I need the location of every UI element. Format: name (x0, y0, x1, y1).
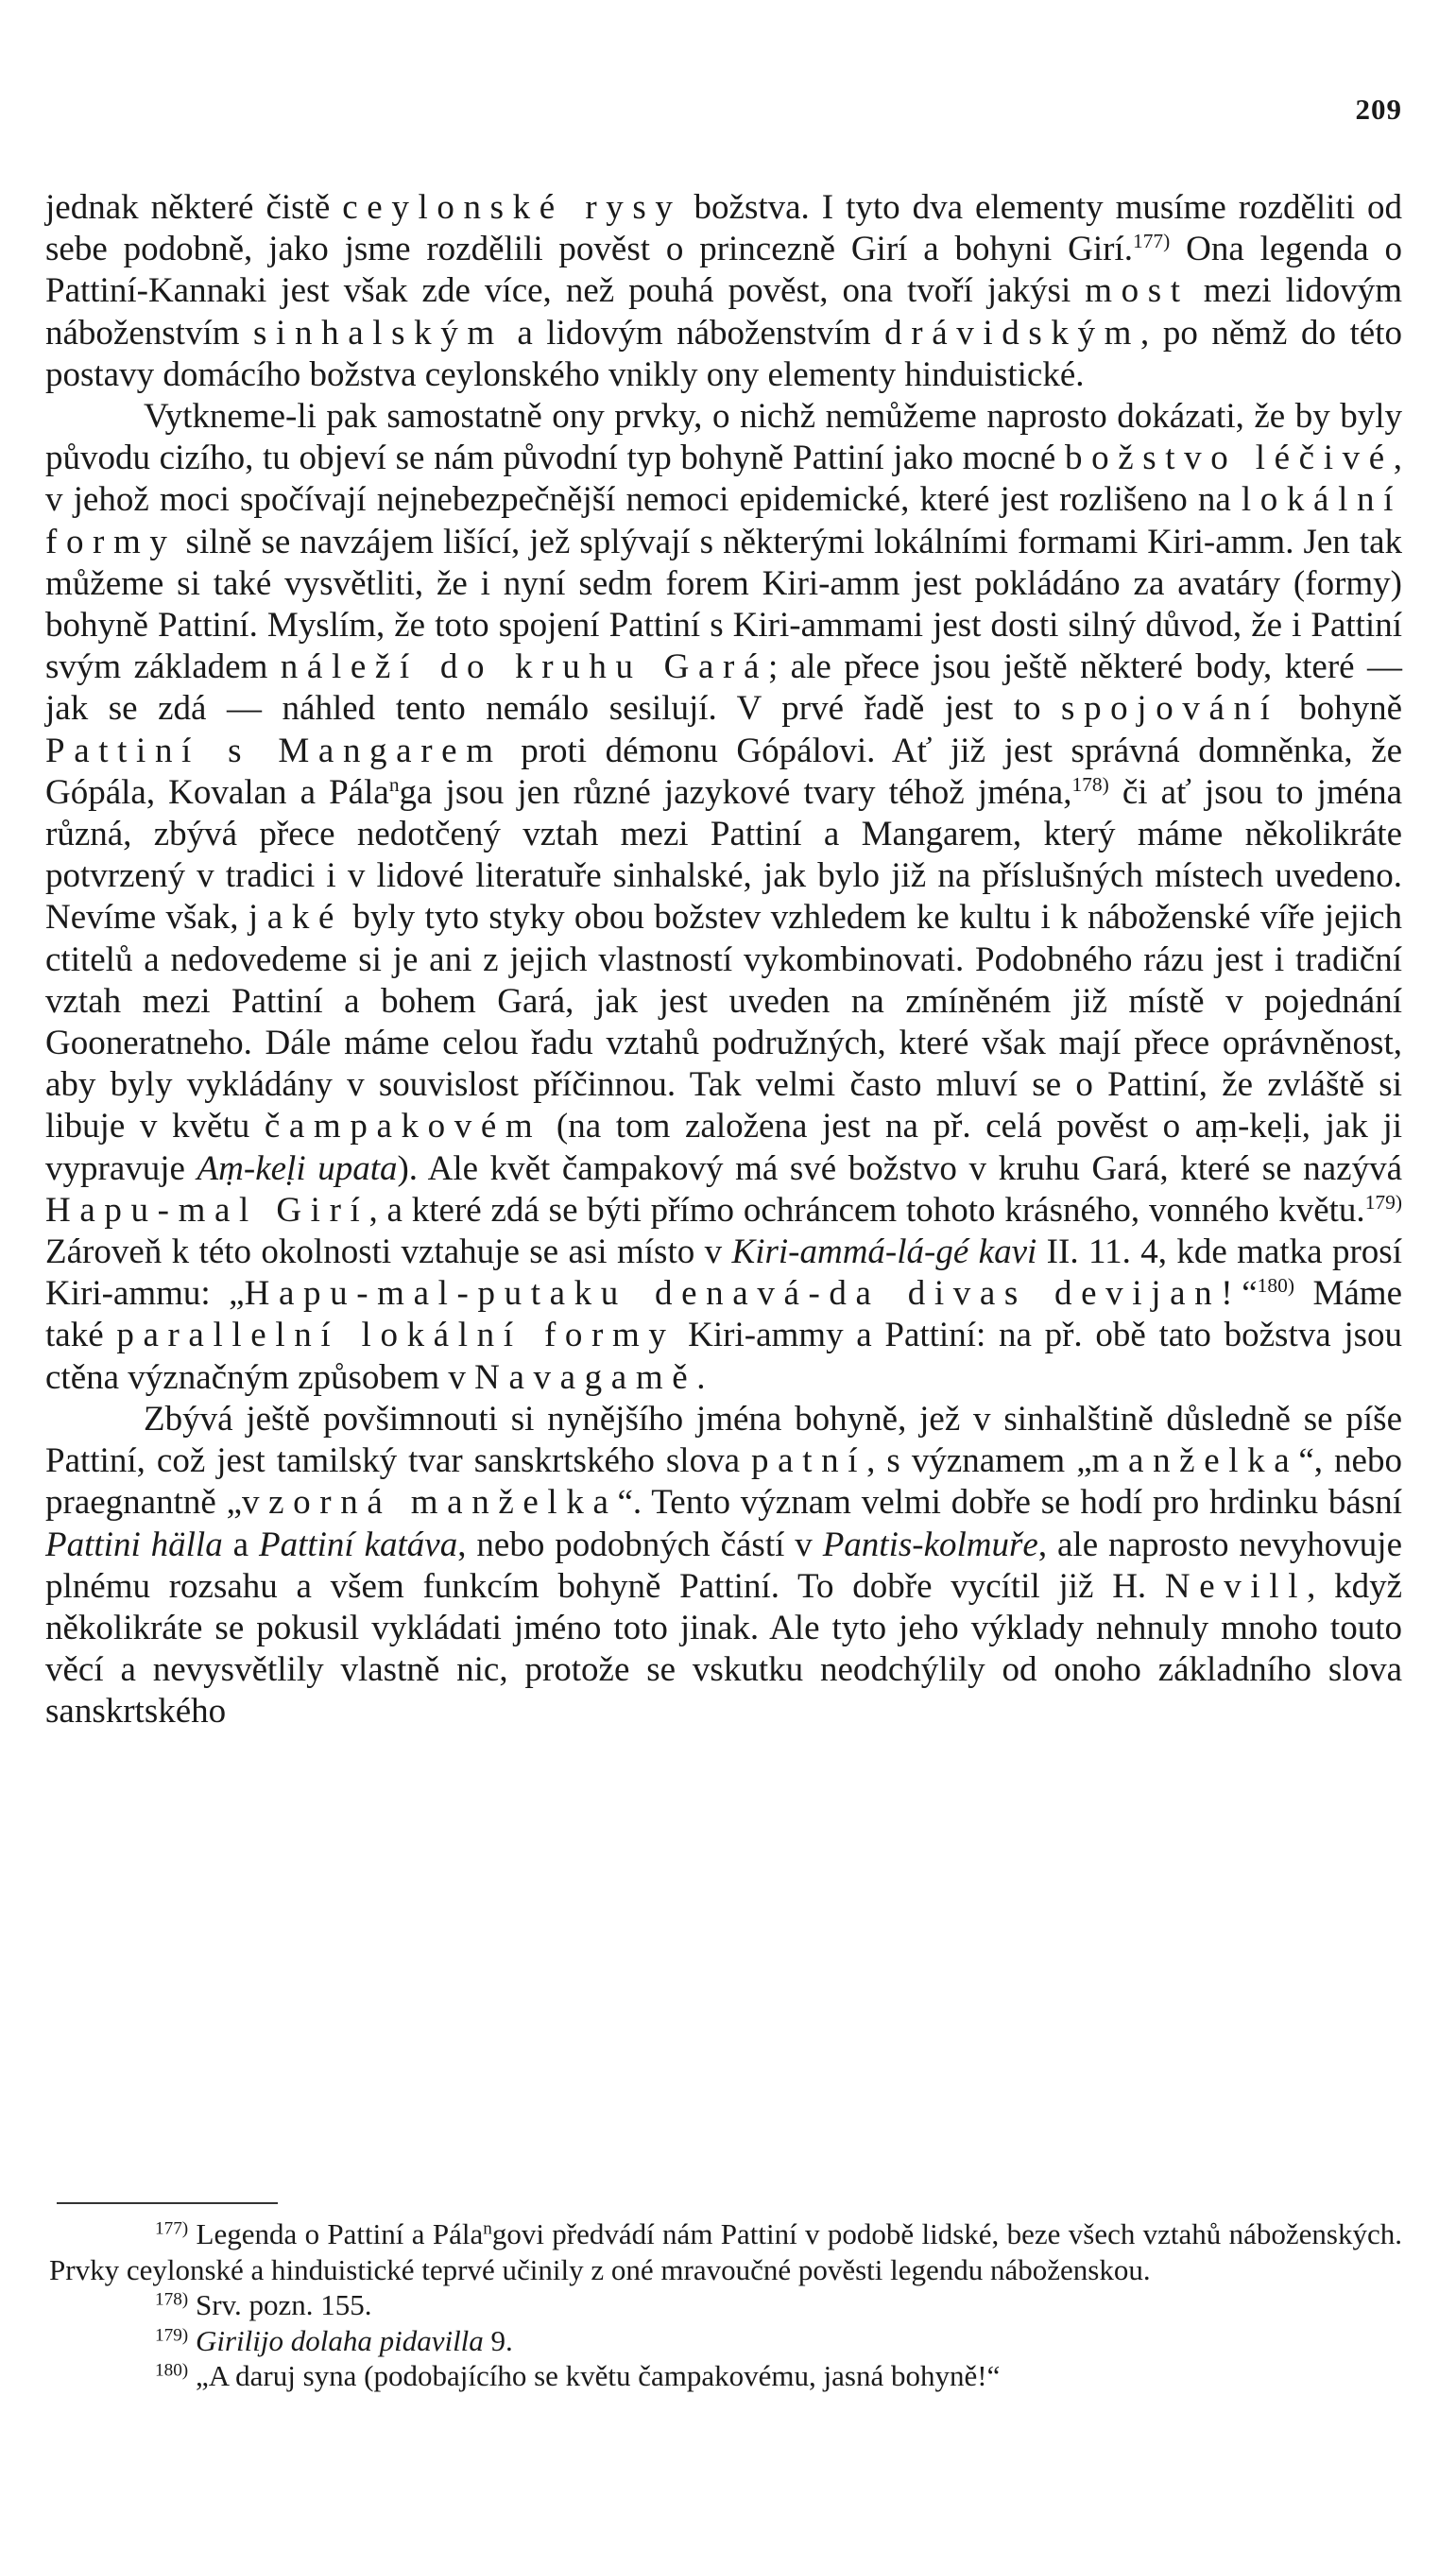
body-text (45, 187, 1402, 1733)
footnote-divider (57, 2202, 278, 2204)
page-number: 209 (1355, 93, 1402, 126)
footnote-ref-177: 177) (1132, 230, 1171, 253)
footnote-180: $^{180)}$ „A daruj syna (podobajícího se květu čampakovému, jasná bohyně!“ (155, 2359, 1001, 2393)
footnote-179: $^{179)}$ Girilijo dolaha pidavilla 9. (155, 2323, 513, 2357)
footnotes (49, 2216, 1402, 2394)
paragraph-2: Vytkneme-li pak samostatně ony prvky, o nichž nemůžeme naprosto dokázati, že by byly původu cizího, tu objeví se nám původní typ bohyně Pattiní jako mocné božstvo léčivé, v jehož moci spočívají nejnebezpečnější nemoci epidemické, které jest rozlišeno na lokální formy silně se navzájem lišící, jež splývají s některými lokálními formami Kiri-amm. Jen tak můžeme si také vysvětliti, že i nyní sedm forem Kiri-amm jest pokládáno za avatáry (formy) bohyně Pattiní. Myslím, že toto spojení Pattiní s Kiri-ammami jest dosti silný důvod, že i Pattiní svým základem náleží do kruhu Gará; ale přece jsou ještě některé body, které — jak se zdá — náhled tento nemálo sesilují. V prvé řadě jest to spojování bohyně Pattiní s Mangarem proti démonu Gópálovi. Ať již jest správná domněnka, že Gópála, Kovalan a Pála$^n$ga jsou jen různé jazykové tvary téhož jména,$^{178)}$ či ať jsou to jména různá, zbývá přece nedotčený vztah mezi Pattiní a Mangarem, který máme několikráte potvrzený v tradici i v lidové literatuře sinhalské, jak bylo již na příslušných místech uvedeno. Nevíme však, jaké byly tyto styky obou božstev vzhledem ke kultu i k náboženské víře jejich ctitelů a nedovedeme si je ani z jejich vlastností vykombinovati. Podobného rázu jest i tradiční vztah mezi Pattiní a bohem Gará, jak jest uveden na zmíněném již místě v pojednání Gooneratneho. Dále máme celou řadu vztahů podružných, které však mají přece oprávněnost, aby byly vykládány v souvislost příčinnou. Tak velmi často mluví se o Pattiní, že zvláště si libuje v květu čampakovém (na tom založena jest na př. celá pověst o aṃ-keḷi, jak ji vypravuje Aṃ-keḷi upata). Ale květ čampakový má své božstvo v kruhu Gará, které se nazývá Hapu-mal Girí, a které zdá se býti přímo ochráncem tohoto krásného, vonného květu.$^{179)}$ Zároveň k této okolnosti vztahuje se asi místo v Kiri-ammá-lá-gé kavi II. 11. 4, kde matka prosí Kiri-ammu: „Hapu-mal-putaku denavá-da divas devijan!“$^{180)}$ Máme také parallelní lokální formy Kiri-ammy a Pattiní: na př. obě tato božstva jsou ctěna význačným způsobem v Navagamě. (45, 397, 1403, 1397)
footnote-178: $^{178)}$ Srv. pozn. 155. (155, 2288, 372, 2322)
paragraph-3: Zbývá ještě povšimnouti si nynějšího jména bohyně, jež v sinhalštině důsledně se píše Pattiní, což jest tamilský tvar sanskrtského slova patní, s významem „manželka“, nebo praegnantně „vzorná manželka“. Tento význam velmi dobře se hodí pro hrdinku básní Pattini hälla a Pattiní katáva, nebo podobných částí v Pantis-kolmuře, ale naprosto nevyhovuje plnému rozsahu a všem funkcím bohyně Pattiní. To dobře vycítil již H. Nevill, když několikráte se pokusil vykládati jméno toto jinak. Ale tyto jeho výklady nehnuly mnoho touto věcí a nevysvětlily vlastně nic, protože se vskutku neodchýlily od onoho základního slova sanskrtského (45, 1399, 1402, 1732)
footnote-ref-179: 179) (1364, 1191, 1403, 1214)
footnote-ref-180: 180) (1257, 1274, 1294, 1298)
footnote-177: $^{177)}$ Legenda o Pattiní a Pála$^n$govi předvádí nám Pattiní v podobě lidské, beze všech vztahů náboženských. Prvky ceylonské a hinduistické teprvé učinily z oné mravoučné pověsti legendu náboženskou. (49, 2217, 1402, 2286)
footnote-ref-178: 178) (1071, 772, 1109, 796)
paragraph-1: jednak některé čistě ceylonské rysy božstva. I tyto dva elementy musíme rozděliti od sebe podobně, jako jsme rozdělili pověst o princezně Girí a bohyni Girí.$^{177)}$ Ona legenda o Pattiní-Kannaki jest však zde více, než pouhá pověst, ona tvoří jakýsi most mezi lidovým náboženstvím sinhalským a lidovým náboženstvím drávidským, po němž do této postavy domácího božstva ceylonského vnikly ony elementy hinduistické. (45, 188, 1402, 394)
